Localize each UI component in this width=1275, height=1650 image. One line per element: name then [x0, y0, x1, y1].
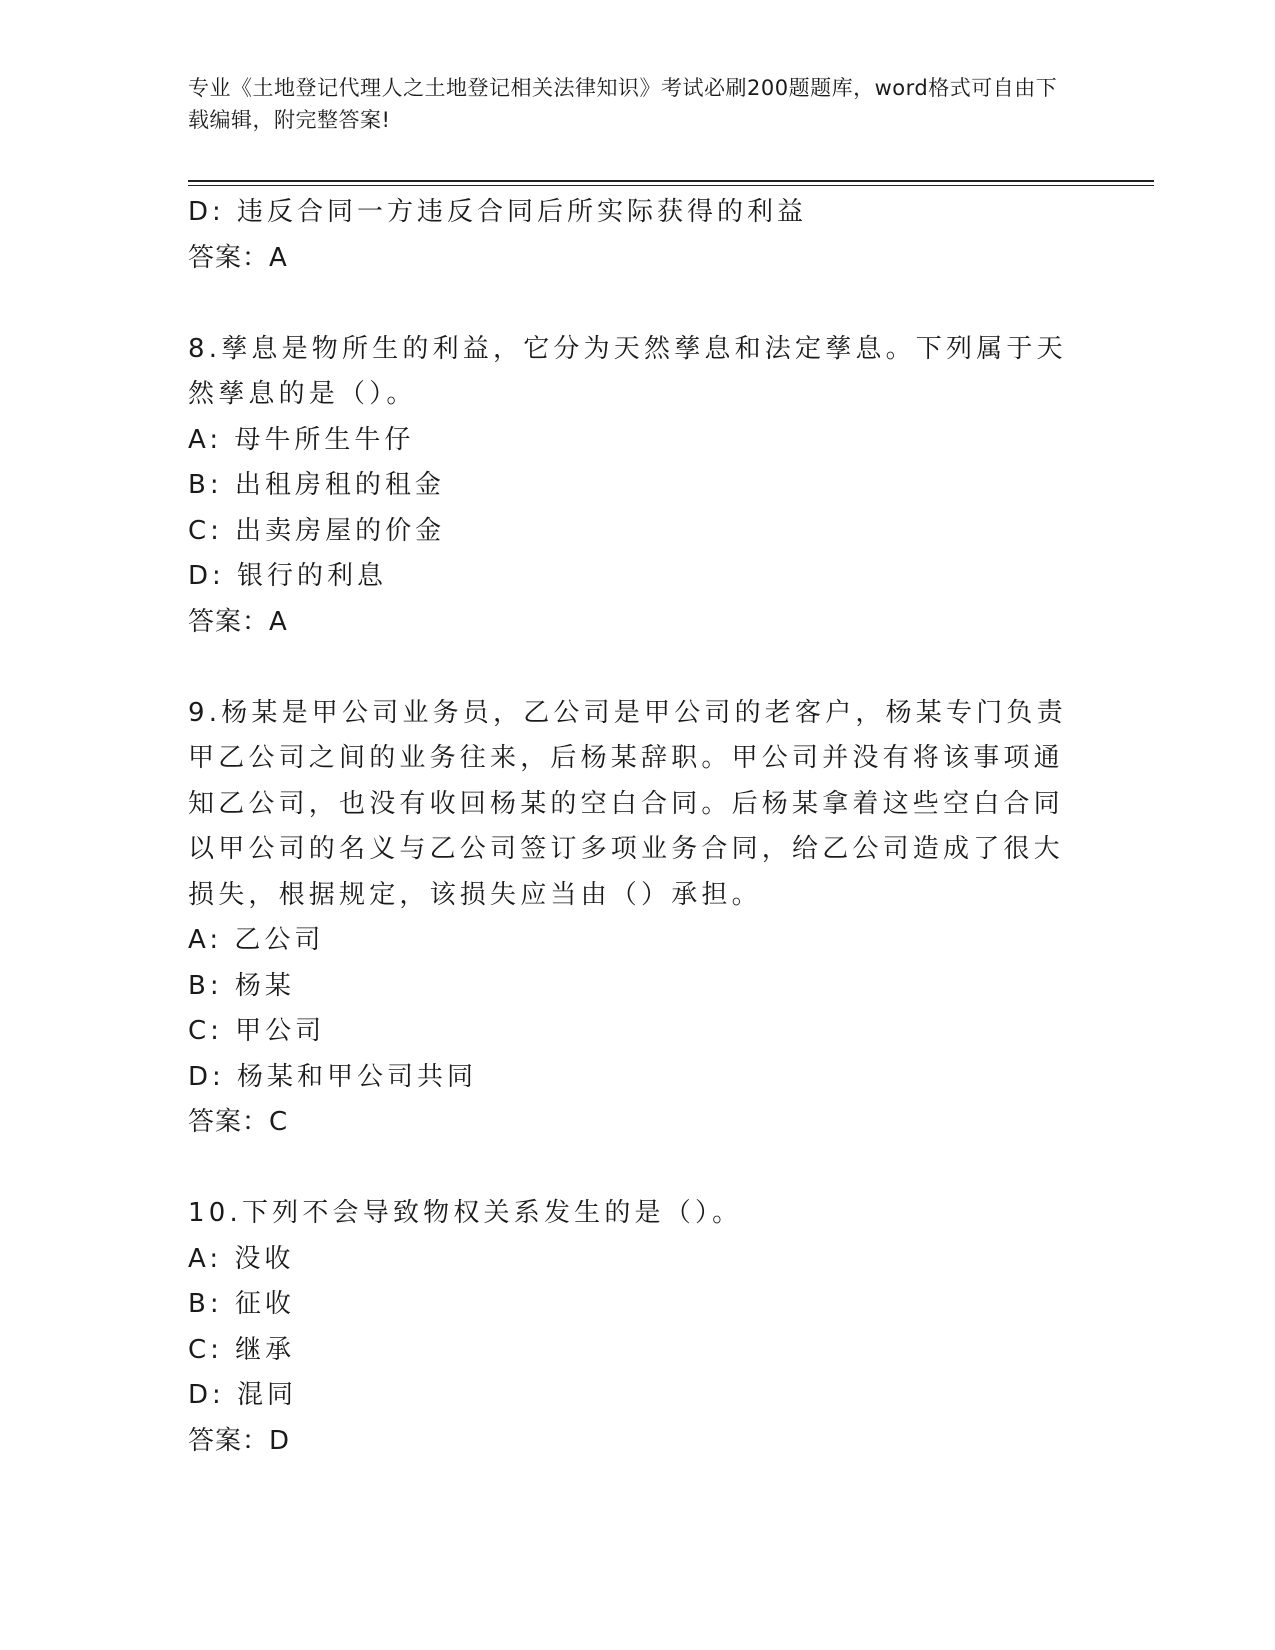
answer-line: 答案：D: [188, 1425, 291, 1456]
document-header: 专业《土地登记代理人之土地登记相关法律知识》考试必刷200题题库，word格式可自由下载编辑，附完整答案!: [188, 76, 1058, 132]
option-b: B: 杨某: [188, 970, 295, 1001]
header-divider-thick: [188, 180, 1154, 182]
option-c: C: 甲公司: [188, 1016, 326, 1046]
answer-line: 答案：C: [188, 1107, 289, 1137]
option-c: C: 出卖房屋的价金: [188, 515, 446, 546]
option-a: A: 母牛所生牛仔: [188, 424, 415, 455]
option-b: B: 出租房租的租金: [188, 470, 445, 500]
question-block: [188, 327, 1068, 646]
question-stem: 8.孳息是物所生的利益，它分为天然孳息和法定孳息。下列属于天然孳息的是（）。: [188, 333, 1067, 409]
option-a: A: 乙公司: [188, 925, 325, 955]
question-stem: 10.下列不会导致物权关系发生的是（）。: [188, 1198, 743, 1228]
question-block: [188, 1191, 1068, 1464]
header-divider-thin: [188, 185, 1154, 186]
option-b: B: 征收: [188, 1289, 295, 1319]
option-d: D: 杨某和甲公司共同: [188, 1061, 478, 1092]
answer-line: 答案：A: [188, 242, 288, 273]
option-d: D: 银行的利息: [188, 561, 388, 591]
option-d: D: 违反合同一方违反合同后所实际获得的利益: [188, 197, 808, 227]
question-list: [188, 190, 1068, 1464]
option-c: C: 继承: [188, 1334, 296, 1365]
answer-line: 答案：A: [188, 606, 288, 637]
option-d: D: 混同: [188, 1380, 298, 1410]
question-stem: 9.杨某是甲公司业务员，乙公司是甲公司的老客户，杨某专门负责甲乙公司之间的业务往来，后杨某辞职。甲公司并没有将该事项通知乙公司，也没有收回杨某的空白合同。后杨某拿着这些空白合同以甲公司的名义与乙公司签订多项业务合同，给乙公司造成了很大损失，根据规定，该损失应当由（）承担。: [188, 697, 1067, 910]
option-a: A: 没收: [188, 1243, 295, 1274]
question-block: [188, 691, 1068, 1146]
